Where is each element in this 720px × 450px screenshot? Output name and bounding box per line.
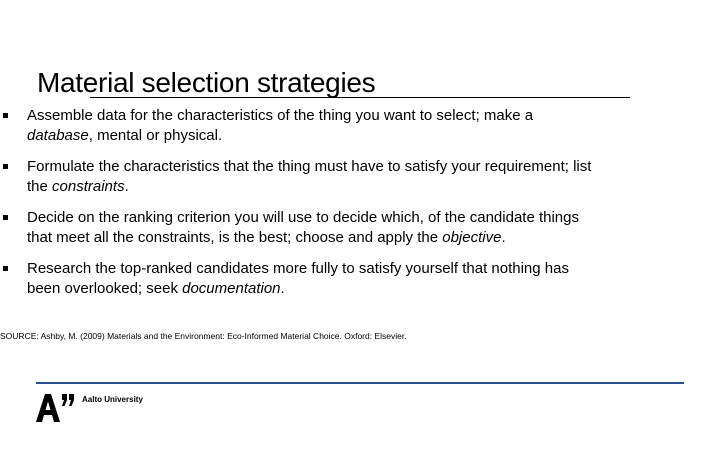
bullet-emphasis: constraints (52, 178, 125, 195)
source-citation: SOURCE: Ashby, M. (2009) Materials and the Environment: Eco-Informed Material Choice. Oxford: Elsevier. (0, 331, 407, 341)
bullet-item (0, 208, 600, 248)
bullet-text-end: . (501, 229, 506, 246)
logo-text: Aalto University (82, 395, 143, 404)
bullet-emphasis: documentation (182, 280, 281, 297)
square-bullet-icon (3, 266, 8, 271)
slide-title: Material selection strategies (37, 67, 376, 98)
bullet-text-end: . (124, 178, 129, 195)
bullet-text-end: , mental or physical. (88, 127, 223, 144)
square-bullet-icon (3, 113, 8, 118)
aalto-a-logo-icon (36, 392, 76, 422)
square-bullet-icon (3, 164, 8, 169)
bullet-text: Research the top-ranked candidates more fully to satisfy yourself that nothing has been overlooked; seek (27, 260, 569, 297)
bullet-item (0, 157, 600, 197)
bullet-emphasis: database (27, 127, 89, 144)
bullet-list (0, 106, 600, 310)
bullet-emphasis: objective (442, 229, 502, 246)
bullet-text: Assemble data for the characteristics of the thing you want to select; make a (27, 107, 534, 124)
bullet-text-end: . (280, 280, 285, 297)
bullet-text: Formulate the characteristics that the thing must have to satisfy your requirement; list the (27, 158, 592, 195)
bullet-item (0, 106, 600, 146)
bullet-text: Decide on the ranking criterion you will use to decide which, of the candidate things that meet all the constraints, is the best; choose and apply the (27, 209, 579, 246)
square-bullet-icon (3, 215, 8, 220)
bullet-item (0, 259, 600, 299)
aalto-logo (36, 392, 166, 422)
footer-divider (36, 382, 684, 384)
